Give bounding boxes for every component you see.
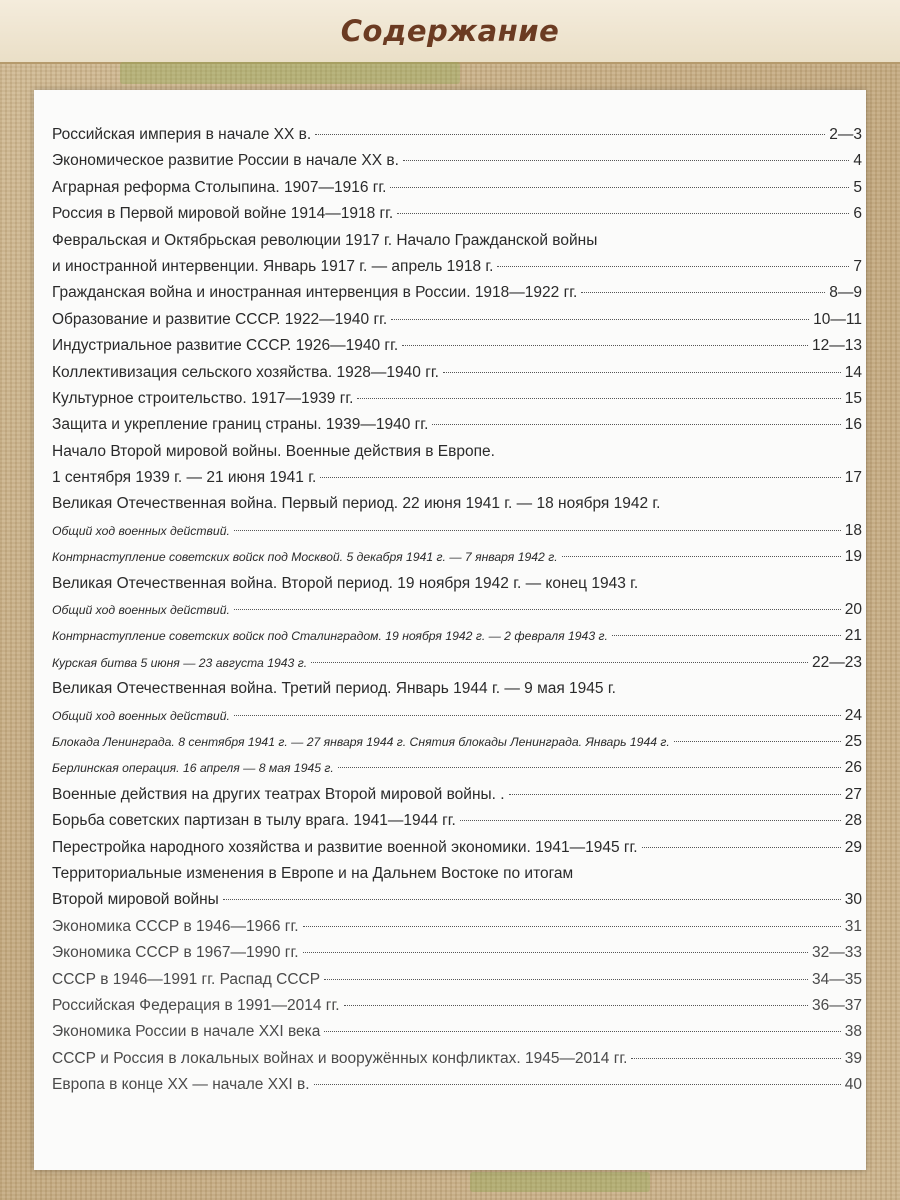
toc-entry[interactable]	[52, 1072, 862, 1098]
toc-entry[interactable]	[52, 280, 862, 306]
toc-entry[interactable]	[52, 1019, 862, 1045]
toc-entry[interactable]	[52, 623, 862, 649]
toc-page-number: 34—35	[812, 970, 862, 988]
toc-entry-title: Великая Отечественная война. Первый период. 22 июня 1941 г. — 18 ноября 1942 г.	[52, 495, 661, 513]
dot-leader	[338, 767, 841, 768]
toc-page-number: 19	[844, 548, 862, 566]
dot-leader	[391, 319, 809, 320]
dot-leader	[432, 424, 840, 425]
dot-leader	[397, 213, 849, 214]
dot-leader	[234, 715, 841, 716]
toc-entry[interactable]	[52, 386, 862, 412]
dot-leader	[562, 556, 841, 557]
toc-entry[interactable]	[52, 360, 862, 386]
toc-entry-title: Военные действия на других театрах Второй мировой войны. .	[52, 785, 505, 803]
toc-entry[interactable]	[52, 465, 862, 491]
toc-entry-title: Начало Второй мировой войны. Военные действия в Европе.	[52, 442, 495, 460]
toc-entry[interactable]	[52, 544, 862, 570]
toc-entry[interactable]	[52, 333, 862, 359]
toc-page-number: 14	[844, 363, 862, 381]
toc-entry-continued[interactable]	[52, 861, 862, 887]
toc-entry-title: Экономика СССР в 1967—1990 гг.	[52, 944, 299, 962]
toc-entry[interactable]	[52, 597, 862, 623]
toc-page-number: 28	[844, 812, 862, 830]
toc-entry-title: Аграрная реформа Столыпина. 1907—1916 гг.	[52, 178, 387, 196]
toc-entry-title: Защита и укрепление границ страны. 1939—1940 гг.	[52, 416, 429, 434]
toc-page-number: 7	[853, 257, 862, 275]
toc-entry-title: 1 сентября 1939 г. — 21 июня 1941 г.	[52, 469, 317, 487]
toc-entry-title: Российская империя в начале XX в.	[52, 126, 312, 143]
toc-entry[interactable]	[52, 808, 862, 834]
toc-page-number: 32—33	[812, 944, 862, 962]
toc-entry[interactable]	[52, 676, 862, 702]
toc-entry-title: Перестройка народного хозяйства и развитие военной экономики. 1941—1945 гг.	[52, 838, 638, 856]
toc-page-number: 39	[844, 1049, 862, 1067]
toc-page-number: 16	[844, 416, 862, 434]
toc-entry[interactable]	[52, 175, 862, 201]
toc-entry-continued[interactable]	[52, 439, 862, 465]
toc-entry-title: Второй мировой войны	[52, 891, 219, 909]
dot-leader	[674, 741, 841, 742]
toc-entry-title: Берлинская операция. 16 апреля — 8 мая 1945 г.	[52, 761, 334, 776]
toc-entry[interactable]	[52, 755, 862, 781]
dot-leader	[497, 266, 849, 267]
dot-leader	[390, 187, 849, 188]
toc-entry-title: Курская битва 5 июня — 23 августа 1943 г.	[52, 655, 308, 670]
toc-page-number: 21	[844, 627, 862, 645]
toc-page-number: 20	[844, 601, 862, 619]
dot-leader	[612, 635, 841, 636]
toc-page-number: 18	[844, 521, 862, 539]
toc-entry-title: Борьба советских партизан в тылу врага. 1941—1944 гг.	[52, 812, 456, 830]
toc-page-number: 40	[844, 1076, 862, 1094]
dot-leader	[223, 899, 841, 900]
dot-leader	[320, 477, 840, 478]
toc-entry-title: Блокада Ленинграда. 8 сентября 1941 г. — 27 января 1944 г. Снятия блокады Ленинграда. Январь 1944 г.	[52, 734, 670, 749]
dot-leader	[460, 820, 841, 821]
toc-entry-title: Экономика России в начале XXI века	[52, 1023, 321, 1041]
toc-page-number: 4	[853, 152, 862, 170]
toc-page-number: 6	[853, 205, 862, 223]
toc-entry[interactable]	[52, 993, 862, 1019]
dot-leader	[303, 952, 808, 953]
toc-entry-title: Коллективизация сельского хозяйства. 1928—1940 гг.	[52, 363, 439, 381]
dot-leader	[311, 662, 808, 663]
toc-entry-title: и иностранной интервенции. Январь 1917 г. — апрель 1918 г.	[52, 257, 494, 275]
toc-entry[interactable]	[52, 412, 862, 438]
toc-page-number: 17	[844, 469, 862, 487]
toc-entry-title: Великая Отечественная война. Второй период. 19 ноября 1942 г. — конец 1943 г.	[52, 574, 639, 592]
dot-leader	[357, 398, 840, 399]
toc-entry[interactable]	[52, 122, 862, 148]
toc-entry[interactable]	[52, 1046, 862, 1072]
toc-entry-title: Россия в Первой мировой войне 1914—1918 гг.	[52, 205, 394, 223]
dot-leader	[581, 292, 825, 293]
toc-entry[interactable]	[52, 782, 862, 808]
dot-leader	[402, 345, 808, 346]
toc-page-number: 8—9	[829, 284, 862, 302]
toc-entry-title: Великая Отечественная война. Третий период. Январь 1944 г. — 9 мая 1945 г.	[52, 680, 616, 698]
toc-entry[interactable]	[52, 201, 862, 227]
toc-page-number: 26	[844, 759, 862, 777]
toc-entry-title: Общий ход военных действий.	[52, 603, 230, 618]
toc-page-number: 36—37	[812, 996, 862, 1014]
dot-leader	[631, 1058, 840, 1059]
toc-entry-title: Контрнаступление советских войск под Сталинградом. 19 ноября 1942 г. — 2 февраля 1943 г.	[52, 629, 608, 644]
table-of-contents	[52, 122, 862, 1098]
toc-page-number: 22—23	[812, 653, 862, 671]
dot-leader	[642, 847, 841, 848]
dot-leader	[314, 1084, 841, 1085]
decorative-strip	[470, 1172, 650, 1192]
toc-entry[interactable]	[52, 518, 862, 544]
toc-entry-title: Российская Федерация в 1991—2014 гг.	[52, 996, 340, 1014]
toc-entry-title: Февральская и Октябрьская революции 1917 г. Начало Гражданской войны	[52, 231, 598, 249]
toc-page-number: 12—13	[812, 337, 862, 355]
toc-entry[interactable]	[52, 729, 862, 755]
toc-entry[interactable]	[52, 835, 862, 861]
page-title: Содержание	[340, 14, 560, 48]
toc-entry-title: СССР и Россия в локальных войнах и вооружённых конфликтах. 1945—2014 гг.	[52, 1049, 628, 1067]
toc-entry-title: Культурное строительство. 1917—1939 гг.	[52, 389, 354, 407]
toc-entry[interactable]	[52, 650, 862, 676]
toc-page-number: 15	[844, 389, 862, 407]
toc-entry-title: Контрнаступление советских войск под Москвой. 5 декабря 1941 г. — 7 января 1942 г.	[52, 550, 558, 565]
toc-page-number: 10—11	[813, 310, 862, 328]
toc-page-number: 27	[844, 785, 862, 803]
toc-entry-continued[interactable]	[52, 228, 862, 254]
toc-entry-title: СССР в 1946—1991 гг. Распад СССР	[52, 970, 321, 988]
dot-leader	[303, 926, 841, 927]
toc-entry-title: Общий ход военных действий.	[52, 523, 230, 538]
toc-page-number: 30	[844, 891, 862, 909]
dot-leader	[324, 979, 808, 980]
toc-page-number: 5	[853, 178, 862, 196]
toc-entry[interactable]	[52, 940, 862, 966]
dot-leader	[509, 794, 841, 795]
toc-entry-title: Образование и развитие СССР. 1922—1940 гг.	[52, 310, 388, 328]
dot-leader	[234, 530, 841, 531]
dot-leader	[403, 160, 849, 161]
toc-entry-title: Индустриальное развитие СССР. 1926—1940 гг.	[52, 337, 399, 355]
toc-entry-title: Территориальные изменения в Европе и на Дальнем Востоке по итогам	[52, 864, 574, 882]
toc-entry[interactable]	[52, 307, 862, 333]
dot-leader	[344, 1005, 808, 1006]
toc-entry[interactable]	[52, 491, 862, 517]
toc-entry[interactable]	[52, 571, 862, 597]
toc-entry-title: Гражданская война и иностранная интервенция в России. 1918—1922 гг.	[52, 284, 578, 302]
toc-entry-title: Европа в конце XX — начале XXI в.	[52, 1076, 310, 1094]
toc-page-number: 2—3	[829, 126, 862, 143]
toc-entry-title: Экономическое развитие России в начале XX в.	[52, 152, 399, 170]
toc-page-number: 38	[844, 1023, 862, 1041]
toc-entry-title: Экономика СССР в 1946—1966 гг.	[52, 917, 299, 935]
toc-entry[interactable]	[52, 967, 862, 993]
dot-leader	[315, 134, 825, 135]
toc-page-number: 29	[844, 838, 862, 856]
dot-leader	[324, 1031, 840, 1032]
toc-entry[interactable]	[52, 703, 862, 729]
toc-page-number: 25	[844, 732, 862, 750]
toc-entry[interactable]	[52, 148, 862, 174]
dot-leader	[443, 372, 841, 373]
toc-entry[interactable]	[52, 887, 862, 913]
dot-leader	[234, 609, 841, 610]
toc-entry[interactable]	[52, 914, 862, 940]
decorative-strip	[120, 62, 460, 84]
title-band	[0, 0, 900, 64]
toc-entry[interactable]	[52, 254, 862, 280]
toc-entry-title: Общий ход военных действий.	[52, 708, 230, 723]
toc-page-number: 24	[844, 706, 862, 724]
toc-page-number: 31	[844, 917, 862, 935]
